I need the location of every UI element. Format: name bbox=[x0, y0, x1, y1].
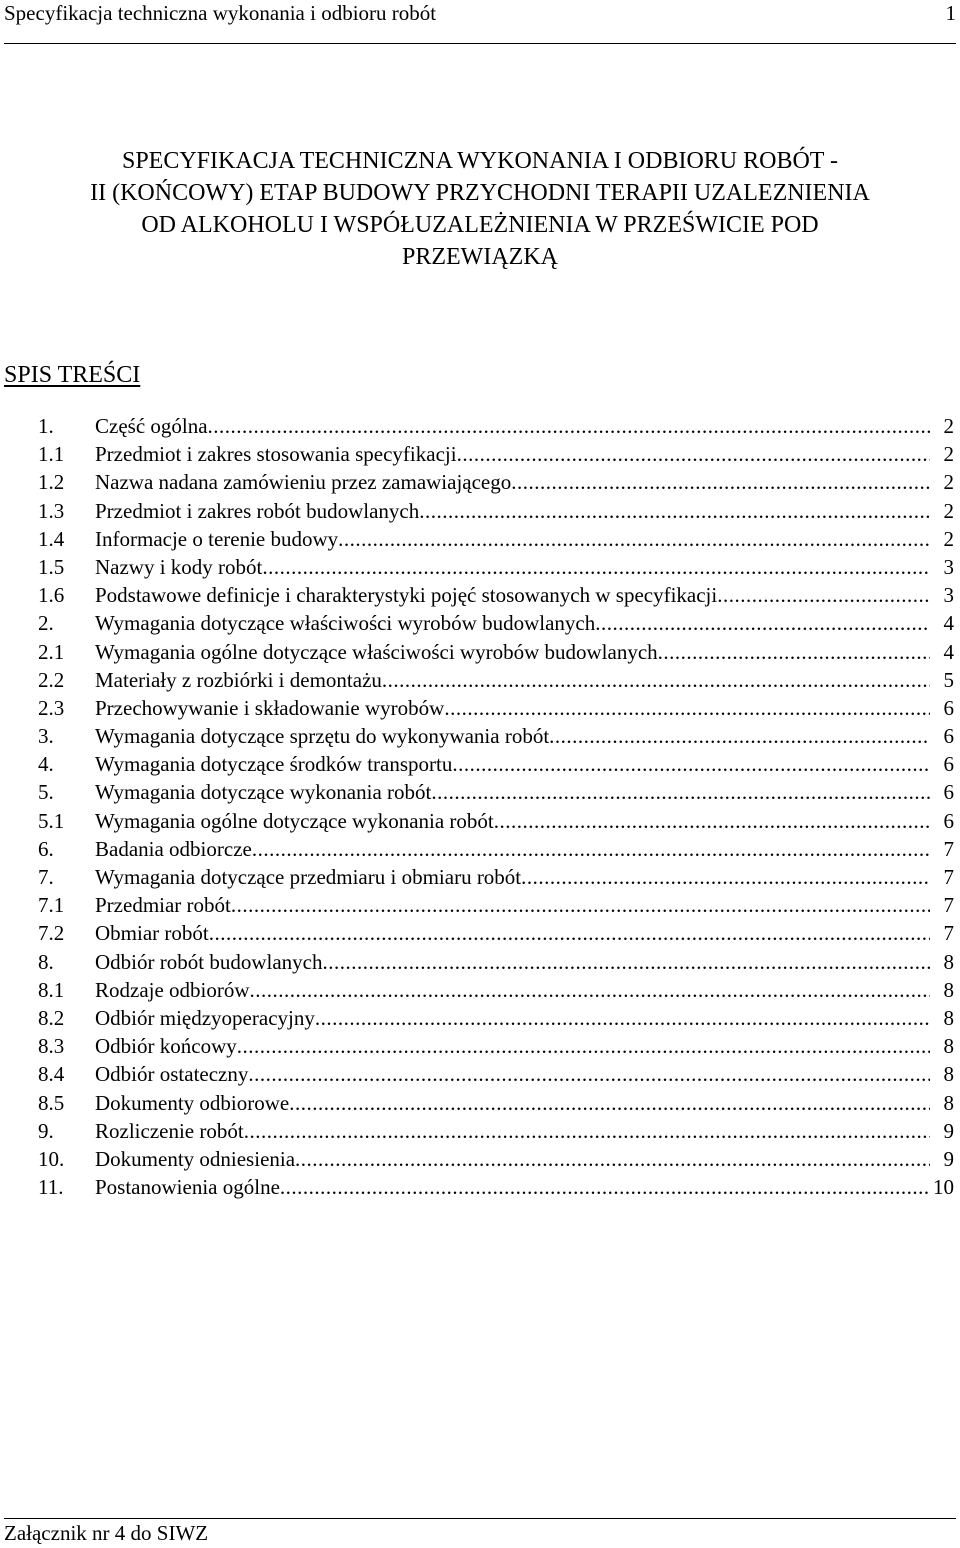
toc-entry-body bbox=[95, 525, 930, 553]
toc-entry-title: Informacje o terenie budowy bbox=[95, 526, 339, 551]
toc-entry-title: Odbiór międzyoperacyjny bbox=[95, 1005, 315, 1030]
toc-entry[interactable] bbox=[0, 694, 960, 722]
toc-entry-number: 8. bbox=[38, 949, 54, 974]
toc-entry-page: 2 bbox=[943, 414, 954, 438]
toc-entry-number: 1.6 bbox=[38, 583, 65, 608]
toc-entry-number: 10. bbox=[38, 1146, 65, 1171]
toc-dot-leader bbox=[208, 412, 930, 440]
toc-entry[interactable] bbox=[0, 1032, 960, 1060]
toc-entry[interactable] bbox=[0, 609, 960, 637]
toc-entry-title: Przedmiot i zakres stosowania specyfikacji bbox=[95, 442, 457, 467]
toc-dot-leader bbox=[209, 919, 930, 947]
toc-entry[interactable] bbox=[0, 1117, 960, 1145]
toc-entry-number: 4. bbox=[38, 752, 54, 777]
page-header bbox=[4, 0, 956, 44]
toc-entry-title: Wymagania dotyczące właściwości wyrobów budowlanych bbox=[95, 611, 596, 636]
toc-entry[interactable] bbox=[0, 553, 960, 581]
toc-entry-body bbox=[95, 1173, 930, 1201]
toc-entry-title: Przechowywanie i składowanie wyrobów bbox=[95, 695, 445, 720]
toc-dot-leader bbox=[322, 948, 930, 976]
toc-entry-body bbox=[95, 948, 930, 976]
toc-entry[interactable] bbox=[0, 835, 960, 863]
toc-entry-number: 8.3 bbox=[38, 1034, 65, 1059]
toc-entry-number: 5.1 bbox=[38, 808, 65, 833]
toc-dot-leader bbox=[252, 835, 930, 863]
toc-entry-page: 2 bbox=[943, 442, 954, 467]
toc-entry-title: Przedmiar robót bbox=[95, 893, 231, 918]
toc-dot-leader bbox=[315, 1004, 930, 1032]
toc-entry-number: 2.3 bbox=[38, 695, 65, 720]
toc-dot-leader bbox=[231, 891, 930, 919]
toc-entry-title: Dokumenty odbiorowe bbox=[95, 1090, 290, 1115]
toc-dot-leader bbox=[295, 1145, 930, 1173]
toc-entry-number: 7.2 bbox=[38, 921, 65, 946]
toc-entry-page: 2 bbox=[943, 526, 954, 551]
toc-entry[interactable] bbox=[0, 525, 960, 553]
toc-dot-leader bbox=[717, 581, 930, 609]
toc-entry-page: 6 bbox=[943, 752, 954, 777]
toc-entry-body bbox=[95, 835, 930, 863]
toc-dot-leader bbox=[289, 1089, 930, 1117]
toc-dot-leader bbox=[382, 666, 930, 694]
toc-entry-title: Materiały z rozbiórki i demontażu bbox=[95, 667, 382, 692]
toc-dot-leader bbox=[262, 553, 930, 581]
toc-dot-leader bbox=[338, 525, 930, 553]
toc-entry-title: Rodzaje odbiorów bbox=[95, 977, 250, 1002]
toc-entry-body bbox=[95, 891, 930, 919]
toc-entry-page: 8 bbox=[943, 1062, 954, 1087]
toc-entry-body bbox=[95, 666, 930, 694]
toc-entry-title: Odbiór ostateczny bbox=[95, 1062, 249, 1087]
toc-dot-leader bbox=[494, 807, 930, 835]
toc-entry-page: 3 bbox=[943, 554, 954, 579]
toc-entry-number: 1.1 bbox=[38, 442, 65, 467]
toc-entry-number: 2.2 bbox=[38, 667, 65, 692]
toc-entry-body bbox=[95, 694, 930, 722]
toc-entry[interactable] bbox=[0, 440, 960, 468]
toc-entry-number: 1.3 bbox=[38, 498, 65, 523]
toc-entry-number: 1.5 bbox=[38, 554, 65, 579]
toc-entry-page: 9 bbox=[943, 1118, 954, 1143]
toc-entry-page: 2 bbox=[943, 470, 954, 495]
toc-dot-leader bbox=[549, 722, 930, 750]
toc-entry-page: 6 bbox=[943, 780, 954, 805]
toc-entry-body bbox=[95, 1145, 930, 1173]
toc-dot-leader bbox=[431, 778, 930, 806]
title-line: SPECYFIKACJA TECHNICZNA WYKONANIA I ODBIORU ROBÓT - bbox=[121, 148, 839, 174]
toc-entry-title: Podstawowe definicje i charakterystyki pojęć stosowanych w specyfikacji bbox=[95, 583, 718, 608]
toc-entry-page: 8 bbox=[943, 1034, 954, 1059]
toc-entry[interactable] bbox=[0, 722, 960, 750]
toc-entry-body bbox=[95, 412, 930, 440]
toc-entry[interactable] bbox=[0, 919, 960, 947]
toc-entry[interactable] bbox=[0, 948, 960, 976]
toc-entry[interactable] bbox=[0, 412, 960, 440]
toc-entry-body bbox=[95, 553, 930, 581]
toc-entry-body bbox=[95, 1060, 930, 1088]
toc-entry[interactable] bbox=[0, 1004, 960, 1032]
toc-entry[interactable] bbox=[0, 1089, 960, 1117]
toc-entry-title: Odbiór robót budowlanych bbox=[95, 949, 323, 974]
toc-entry-body bbox=[95, 1117, 930, 1145]
toc-entry-number: 8.1 bbox=[38, 977, 65, 1002]
toc-entry-page: 4 bbox=[943, 611, 954, 636]
toc-dot-leader bbox=[658, 638, 930, 666]
toc-entry-title: Badania odbiorcze bbox=[95, 836, 252, 861]
header-page-number: 1 bbox=[945, 1, 956, 25]
toc-entry-body bbox=[95, 609, 930, 637]
toc-entry-number: 5. bbox=[38, 780, 54, 805]
toc-entry-page: 8 bbox=[943, 977, 954, 1002]
toc-entry-number: 8.5 bbox=[38, 1090, 65, 1115]
toc-entry-number: 7.1 bbox=[38, 893, 65, 918]
toc-entry-number: 2. bbox=[38, 611, 54, 636]
toc-entry-number: 3. bbox=[38, 724, 54, 749]
toc-entry-page: 4 bbox=[943, 639, 954, 664]
toc-dot-leader bbox=[595, 609, 930, 637]
toc-entry-page: 10 bbox=[933, 1175, 954, 1200]
toc-entry-title: Wymagania dotyczące wykonania robót bbox=[95, 780, 432, 805]
toc-entry-body bbox=[95, 638, 930, 666]
toc-entry[interactable] bbox=[0, 581, 960, 609]
toc-entry[interactable] bbox=[0, 468, 960, 496]
toc-entry[interactable] bbox=[0, 638, 960, 666]
toc-entry-number: 6. bbox=[38, 836, 54, 861]
toc-entry-body bbox=[95, 468, 930, 496]
toc-entry[interactable] bbox=[0, 1060, 960, 1088]
toc-entry-title: Obmiar robót bbox=[95, 921, 209, 946]
toc-entry-number: 2.1 bbox=[38, 639, 65, 664]
toc-entry-page: 6 bbox=[943, 724, 954, 749]
toc-entry[interactable] bbox=[0, 863, 960, 891]
toc-entry[interactable] bbox=[0, 807, 960, 835]
toc-entry-title: Dokumenty odniesienia bbox=[95, 1146, 296, 1171]
toc-entry-number: 1.2 bbox=[38, 470, 65, 495]
toc-entry-page: 3 bbox=[943, 583, 954, 608]
toc-dot-leader bbox=[511, 468, 930, 496]
toc-entry[interactable] bbox=[0, 1173, 960, 1201]
toc-entry-page: 8 bbox=[943, 1090, 954, 1115]
toc-entry-body bbox=[95, 581, 930, 609]
toc-dot-leader bbox=[280, 1173, 930, 1201]
toc-entry-title: Przedmiot i zakres robót budowlanych bbox=[95, 498, 420, 523]
toc-entry-page: 6 bbox=[943, 808, 954, 833]
toc-dot-leader bbox=[444, 694, 930, 722]
toc-dot-leader bbox=[248, 1060, 930, 1088]
toc-dot-leader bbox=[419, 497, 930, 525]
toc-entry-page: 7 bbox=[943, 836, 954, 861]
toc-entry[interactable] bbox=[0, 750, 960, 778]
toc-entry[interactable] bbox=[0, 778, 960, 806]
toc-entry-page: 6 bbox=[943, 695, 954, 720]
header-rule bbox=[4, 43, 956, 44]
toc-entry-page: 7 bbox=[943, 921, 954, 946]
page-footer bbox=[4, 1514, 956, 1544]
toc-entry-body bbox=[95, 976, 930, 1004]
toc-entry-body bbox=[95, 497, 930, 525]
toc-entry-body bbox=[95, 1089, 930, 1117]
title-line: OD ALKOHOLU I WSPÓŁUZALEŻNIENIA W PRZEŚWICIE POD bbox=[141, 212, 819, 238]
toc-entry[interactable] bbox=[0, 497, 960, 525]
toc-entry-title: Wymagania dotyczące przedmiaru i obmiaru robót bbox=[95, 865, 522, 889]
toc-entry-title: Nazwa nadana zamówieniu przez zamawiającego bbox=[95, 470, 512, 495]
toc-entry-title: Rozliczenie robót bbox=[95, 1118, 244, 1143]
toc-entry-title: Nazwy i kody robót bbox=[95, 554, 263, 579]
toc-entry-body bbox=[95, 807, 930, 835]
toc-dot-leader bbox=[457, 440, 930, 468]
toc-heading: SPIS TREŚCI bbox=[4, 362, 141, 388]
toc-entry-number: 8.4 bbox=[38, 1062, 65, 1087]
document-title bbox=[40, 145, 920, 273]
toc-entry[interactable] bbox=[0, 891, 960, 919]
toc-entry-title: Wymagania ogólne dotyczące wykonania robót bbox=[95, 808, 494, 833]
toc-entry-page: 5 bbox=[943, 667, 954, 692]
toc-entry-page: 7 bbox=[943, 893, 954, 918]
toc-dot-leader bbox=[237, 1032, 930, 1060]
toc-entry[interactable] bbox=[0, 976, 960, 1004]
toc-entry-page: 8 bbox=[943, 949, 954, 974]
toc-entry-number: 1.4 bbox=[38, 526, 65, 551]
footer-text: Załącznik nr 4 do SIWZ bbox=[4, 1521, 209, 1545]
toc-entry-title: Wymagania ogólne dotyczące właściwości wyrobów budowlanych bbox=[95, 639, 658, 664]
toc-entry-body bbox=[95, 750, 930, 778]
toc-entry-body bbox=[95, 1004, 930, 1032]
toc-entry-title: Wymagania dotyczące środków transportu bbox=[95, 752, 453, 777]
footer-rule bbox=[4, 1518, 956, 1519]
toc-entry-title: Część ogólna bbox=[95, 414, 208, 438]
toc-entry-title: Postanowienia ogólne bbox=[95, 1175, 280, 1200]
toc-entry-number: 7. bbox=[38, 865, 54, 889]
table-of-contents bbox=[0, 412, 960, 1201]
toc-entry-title: Odbiór końcowy bbox=[95, 1034, 237, 1059]
toc-entry[interactable] bbox=[0, 1145, 960, 1173]
title-line: II (KOŃCOWY) ETAP BUDOWY PRZYCHODNI TERAPII UZALEZNIENIA bbox=[90, 180, 870, 206]
toc-entry-body bbox=[95, 919, 930, 947]
title-line: PRZEWIĄZKĄ bbox=[402, 244, 558, 270]
toc-entry-body bbox=[95, 440, 930, 468]
header-title: Specyfikacja techniczna wykonania i odbioru robót bbox=[4, 1, 437, 25]
toc-entry-title: Wymagania dotyczące sprzętu do wykonywania robót bbox=[95, 724, 550, 749]
toc-entry-number: 8.2 bbox=[38, 1005, 65, 1030]
toc-entry[interactable] bbox=[0, 666, 960, 694]
toc-entry-number: 11. bbox=[38, 1175, 64, 1200]
toc-dot-leader bbox=[452, 750, 930, 778]
toc-entry-body bbox=[95, 778, 930, 806]
toc-entry-page: 2 bbox=[943, 498, 954, 523]
toc-entry-number: 1. bbox=[38, 414, 54, 438]
toc-dot-leader bbox=[250, 976, 930, 1004]
toc-entry-page: 7 bbox=[943, 865, 954, 889]
toc-entry-body bbox=[95, 1032, 930, 1060]
toc-entry-body bbox=[95, 863, 930, 891]
toc-dot-leader bbox=[521, 863, 930, 891]
toc-entry-page: 8 bbox=[943, 1005, 954, 1030]
toc-entry-number: 9. bbox=[38, 1118, 54, 1143]
toc-dot-leader bbox=[244, 1117, 930, 1145]
toc-entry-page: 9 bbox=[943, 1146, 954, 1171]
toc-entry-body bbox=[95, 722, 930, 750]
